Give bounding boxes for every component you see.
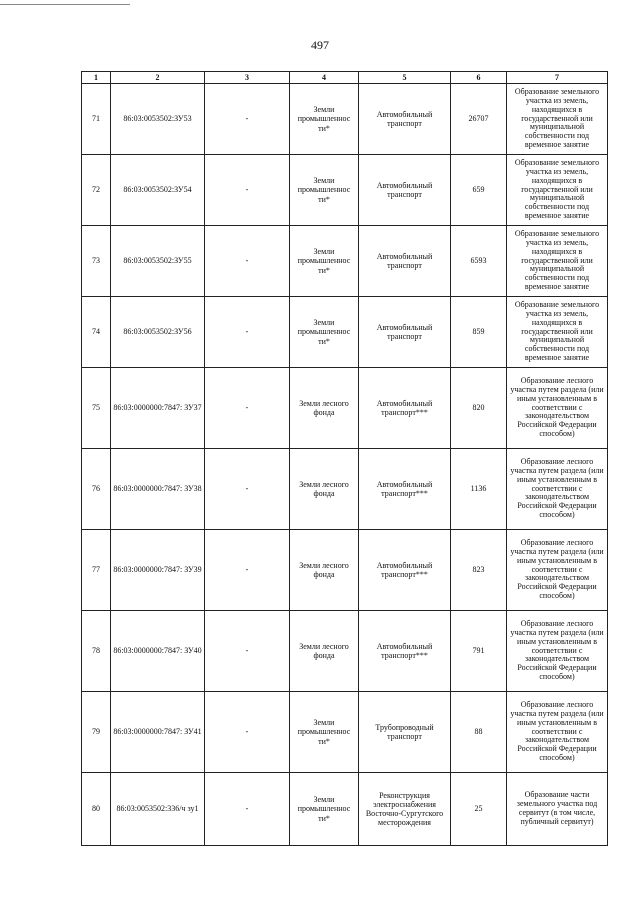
table-row (82, 611, 608, 692)
col3-value: - (205, 449, 290, 530)
area-value: 25 (451, 773, 507, 846)
cadastral-number: 86:03:0000000:7847: ЗУ40 (111, 611, 205, 692)
permitted-use: Автомобильный транспорт*** (359, 368, 451, 449)
land-category: Земли промышленнос ти* (290, 84, 359, 155)
table-row (82, 530, 608, 611)
page-number: 497 (311, 38, 329, 52)
land-category: Земли промышленнос ти* (290, 692, 359, 773)
table-row (82, 226, 608, 297)
formation-method: Образование земельного участка из земель, находящихся в государственной или муниципальной собственности под временное занятие (507, 155, 608, 226)
permitted-use: Автомобильный транспорт*** (359, 611, 451, 692)
land-category: Земли лесного фонда (290, 449, 359, 530)
row-number: 79 (82, 692, 111, 773)
permitted-use: Автомобильный транспорт (359, 84, 451, 155)
col3-value: - (205, 297, 290, 368)
land-plots-table (81, 71, 608, 846)
col3-value: - (205, 692, 290, 773)
formation-method: Образование лесного участка путем раздела (или иным установленным в соответствии с законодательством Российской Федерации способом) (507, 368, 608, 449)
table-row (82, 155, 608, 226)
formation-method: Образование лесного участка путем раздела (или иным установленным в соответствии с законодательством Российской Федерации способом) (507, 530, 608, 611)
scan-edge-line (0, 4, 130, 5)
header-col-1: 1 (82, 72, 111, 84)
formation-method: Образование лесного участка путем раздела (или иным установленным в соответствии с законодательством Российской Федерации способом) (507, 692, 608, 773)
area-value: 1136 (451, 449, 507, 530)
header-col-7: 7 (507, 72, 608, 84)
area-value: 820 (451, 368, 507, 449)
row-number: 72 (82, 155, 111, 226)
row-number: 75 (82, 368, 111, 449)
header-row (82, 72, 608, 84)
cadastral-number: 86:03:0053502:ЗУ55 (111, 226, 205, 297)
permitted-use: Автомобильный транспорт (359, 226, 451, 297)
header-col-3: 3 (205, 72, 290, 84)
land-category: Земли лесного фонда (290, 368, 359, 449)
col3-value: - (205, 611, 290, 692)
table-row (82, 773, 608, 846)
row-number: 76 (82, 449, 111, 530)
cadastral-number: 86:03:0000000:7847: ЗУ38 (111, 449, 205, 530)
land-category: Земли лесного фонда (290, 530, 359, 611)
formation-method: Образование земельного участка из земель, находящихся в государственной или муниципальной собственности под временное занятие (507, 226, 608, 297)
land-category: Земли промышленнос ти* (290, 297, 359, 368)
area-value: 6593 (451, 226, 507, 297)
formation-method: Образование лесного участка путем раздела (или иным установленным в соответствии с законодательством Российской Федерации способом) (507, 449, 608, 530)
col3-value: - (205, 773, 290, 846)
row-number: 73 (82, 226, 111, 297)
permitted-use: Автомобильный транспорт*** (359, 530, 451, 611)
permitted-use: Автомобильный транспорт*** (359, 449, 451, 530)
row-number: 71 (82, 84, 111, 155)
header-col-6: 6 (451, 72, 507, 84)
table-row (82, 84, 608, 155)
area-value: 823 (451, 530, 507, 611)
formation-method: Образование земельного участка из земель, находящихся в государственной или муниципальной собственности под временное занятие (507, 297, 608, 368)
col3-value: - (205, 84, 290, 155)
col3-value: - (205, 368, 290, 449)
area-value: 26707 (451, 84, 507, 155)
land-category: Земли лесного фонда (290, 611, 359, 692)
cadastral-number: 86:03:0053502:336/ч зу1 (111, 773, 205, 846)
formation-method: Образование лесного участка путем раздела (или иным установленным в соответствии с законодательством Российской Федерации способом) (507, 611, 608, 692)
header-col-5: 5 (359, 72, 451, 84)
table-row (82, 692, 608, 773)
permitted-use: Автомобильный транспорт (359, 297, 451, 368)
permitted-use: Трубопроводный транспорт (359, 692, 451, 773)
cadastral-number: 86:03:0000000:7847: ЗУ39 (111, 530, 205, 611)
cadastral-number: 86:03:0000000:7847: ЗУ41 (111, 692, 205, 773)
cadastral-number: 86:03:0000000:7847: ЗУ37 (111, 368, 205, 449)
cadastral-number: 86:03:0053502:ЗУ56 (111, 297, 205, 368)
permitted-use: Реконструкция электроснабжения Восточно-Сургутского месторождения (359, 773, 451, 846)
area-value: 859 (451, 297, 507, 368)
land-category: Земли промышленнос ти* (290, 155, 359, 226)
col3-value: - (205, 226, 290, 297)
table-row (82, 368, 608, 449)
formation-method: Образование земельного участка из земель, находящихся в государственной или муниципальной собственности под временное занятие (507, 84, 608, 155)
col3-value: - (205, 155, 290, 226)
row-number: 74 (82, 297, 111, 368)
table-row (82, 449, 608, 530)
row-number: 78 (82, 611, 111, 692)
land-category: Земли промышленнос ти* (290, 226, 359, 297)
row-number: 77 (82, 530, 111, 611)
cadastral-number: 86:03:0053502:ЗУ53 (111, 84, 205, 155)
header-col-2: 2 (111, 72, 205, 84)
permitted-use: Автомобильный транспорт (359, 155, 451, 226)
area-value: 659 (451, 155, 507, 226)
row-number: 80 (82, 773, 111, 846)
land-category: Земли промышленнос ти* (290, 773, 359, 846)
formation-method: Образование части земельного участка под сервитут (в том числе, публичный сервитут) (507, 773, 608, 846)
col3-value: - (205, 530, 290, 611)
area-value: 791 (451, 611, 507, 692)
area-value: 88 (451, 692, 507, 773)
header-col-4: 4 (290, 72, 359, 84)
table-row (82, 297, 608, 368)
cadastral-number: 86:03:0053502:ЗУ54 (111, 155, 205, 226)
